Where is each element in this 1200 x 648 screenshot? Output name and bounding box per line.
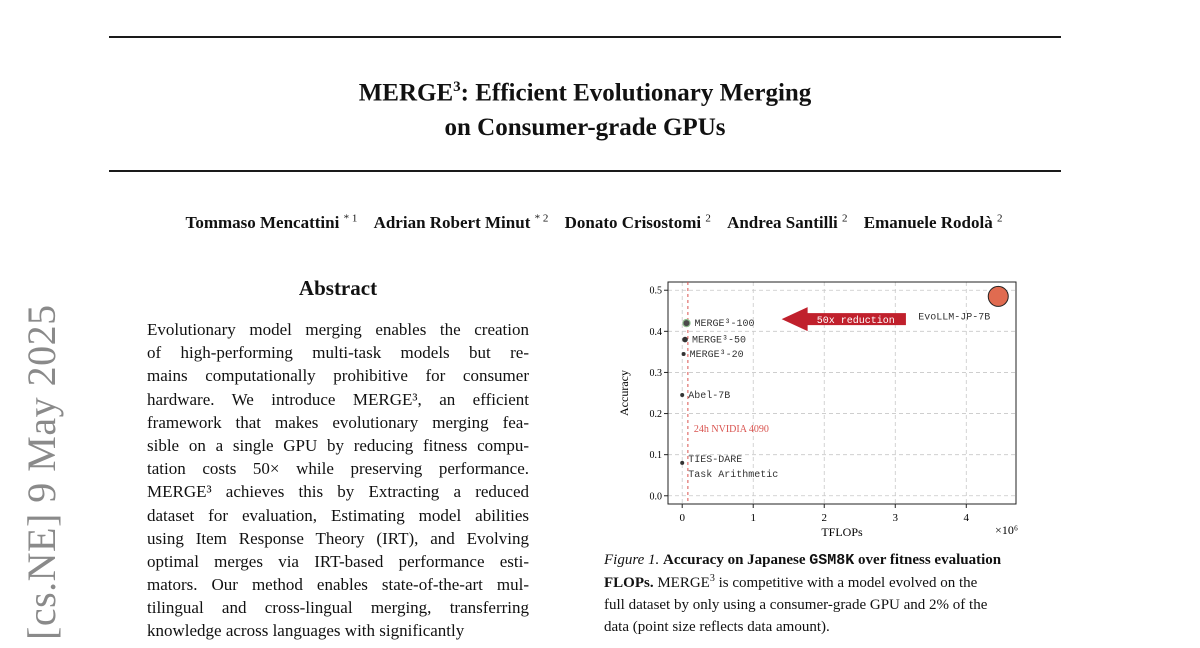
arxiv-stamp: [cs.NE] 9 May 2025: [19, 304, 64, 640]
y-tick-label: 0.5: [649, 285, 662, 297]
figure-1: [604, 270, 1064, 539]
bottom-rule: [109, 170, 1061, 172]
y-tick-label: 0.3: [649, 367, 662, 379]
author: Tommaso Mencattini $^{* 1}$: [185, 212, 358, 232]
x-tick-label: 4: [963, 512, 970, 524]
figure-caption: Figure 1. Accuracy on Japanese GSM8K over fitness evaluation FLOPs. MERGE$^3$ is competitive with a model evolved on the full dataset by only using a consumer-grade GPU and 2% of the data (point size reflects data amount).: [604, 552, 1002, 635]
budget-line-label: 24h NVIDIA 4090: [693, 424, 769, 436]
abstract-line: knowledge across languages with significantly: [147, 621, 465, 641]
abstract-line: hardware. We introduce MERGE³, an efficient: [147, 389, 529, 409]
author: Andrea Santilli $^2$: [727, 212, 848, 232]
abstract-body: [147, 318, 529, 643]
reduction-arrow-label: 50x reduction: [816, 316, 895, 328]
data-point: [682, 352, 686, 356]
data-point: [680, 393, 684, 397]
author-list: [109, 212, 1079, 233]
data-point: [680, 461, 684, 465]
caption-label: Figure 1.: [604, 552, 660, 568]
abstract-line: MERGE³ achieves this by Extracting a reduced: [147, 482, 529, 502]
point-label: Abel-7B: [688, 391, 731, 403]
data-point: [988, 286, 1008, 306]
abstract-line: mators. Our method enables state-of-the-art mul-: [147, 575, 529, 595]
author: Donato Crisostomi $^2$: [564, 212, 711, 232]
abstract-line: framework that makes evolutionary merging fea-: [147, 412, 529, 432]
y-tick-label: 0.2: [649, 409, 662, 421]
abstract-line: dataset for evaluation, Estimating model abilities: [147, 505, 529, 525]
y-axis-label: Accuracy: [617, 370, 631, 416]
x-tick-label: 2: [821, 512, 827, 524]
abstract-line: optimal merges via IRT-based performance esti-: [147, 551, 529, 571]
scatter-chart: [604, 270, 1064, 539]
paper-title: MERGE$^3$: Efficient Evolutionary Merging on Consumer-grade GPUs: [358, 79, 812, 142]
abstract-line: using Item Response Theory (IRT), and Evolving: [147, 528, 529, 548]
data-point: [682, 337, 688, 343]
x-tick-label: 3: [892, 512, 899, 524]
y-tick-label: 0.1: [649, 450, 662, 462]
author: Emanuele Rodolà $^2$: [863, 212, 1003, 232]
x-tick-label: 1: [750, 512, 756, 524]
data-point: [683, 320, 690, 327]
point-label: MERGE³-50: [692, 335, 747, 347]
reduction-arrow-head: [782, 307, 808, 331]
y-tick-label: 0.0: [649, 491, 662, 503]
point-label: MERGE³-100: [694, 319, 755, 331]
point-label: EvoLLM-JP-7B: [918, 312, 991, 324]
abstract-line: Evolutionary model merging enables the creation: [147, 320, 529, 339]
abstract-line: of high-performing multi-task models but re-: [147, 343, 529, 363]
point-label: Task Arithmetic: [688, 469, 779, 481]
top-rule: [109, 36, 1061, 38]
author: Adrian Robert Minut $^{* 2}$: [373, 212, 549, 232]
x-tick-label: 0: [679, 512, 685, 524]
x-scale-note: ×10⁶: [995, 523, 1018, 537]
abstract-heading: Abstract: [298, 276, 378, 300]
abstract-line: mains computationally prohibitive for consumer: [147, 366, 529, 386]
abstract-line: tilingual and cross-lingual merging, transferring: [147, 598, 529, 618]
abstract-line: tation costs 50× while preserving performance.: [147, 459, 529, 479]
y-tick-label: 0.4: [649, 326, 662, 338]
x-axis-label: TFLOPs: [821, 525, 863, 539]
point-label: TIES-DARE: [688, 454, 743, 466]
abstract-line: sible on a single GPU by reducing fitness compu-: [147, 435, 529, 455]
point-label: MERGE³-20: [689, 349, 744, 361]
